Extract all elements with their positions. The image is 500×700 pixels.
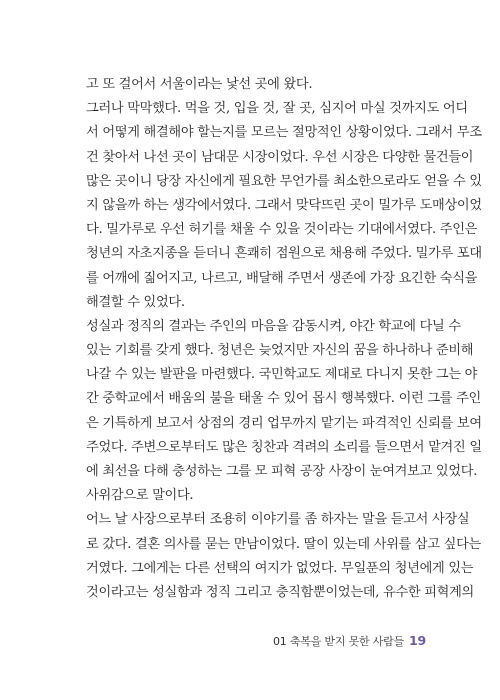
- text-line: 나갈 수 있는 발판을 마련했다. 국민학교도 제대로 다니지 못한 그는 야: [86, 367, 478, 383]
- text-line: 다. 밀가루로 우선 허기를 채울 수 있을 것이라는 기대에서였다. 주인은: [86, 222, 478, 238]
- text-line: 지 않을까 하는 생각에서였다. 그래서 맞닥뜨린 곳이 밀가루 도매상이었: [86, 197, 482, 213]
- text-line: 많은 곳이니 당장 자신에게 필요한 무언가를 최소한으로라도 얻을 수 있: [86, 173, 482, 189]
- page-number: 19: [409, 633, 426, 648]
- text-line: 그러나 막막했다. 먹을 것, 입을 것, 잘 곳, 심지어 마실 것까지도 어디: [86, 101, 468, 117]
- text-line: 어느 날 사장으로부터 조용히 이야기를 좀 하자는 말을 듣고서 사장실: [86, 512, 470, 528]
- text-line: 은 기특하게 보고서 상점의 경리 업무까지 맡기는 파격적인 신뢰를 보여: [86, 415, 482, 431]
- text-line: 간 중학교에서 배움의 불을 태울 수 있어 몹시 행복했다. 이런 그를 주인: [86, 391, 481, 407]
- text-line: 것이라고는 성실함과 정직 그리고 충직함뿐이었는데, 유수한 피혁계의: [86, 584, 474, 600]
- text-line: 청년의 자초지종을 듣더니 흔쾌히 점원으로 채용해 주었다. 밀가루 포대: [86, 246, 482, 262]
- chapter-title: 01 축복을 받지 못한 사람들: [272, 635, 404, 648]
- text-line: 서 어떻게 해결해야 할는지를 모르는 절망적인 상황이었다. 그래서 무조: [86, 125, 482, 141]
- text-line: 건 찾아서 나선 곳이 남대문 시장이었다. 우선 시장은 다양한 물건들이: [86, 149, 474, 165]
- text-line: 있는 기회를 갖게 했다. 청년은 늦었지만 자신의 꿈을 하나하나 준비해: [86, 343, 474, 359]
- text-line: 로 갔다. 결혼 의사를 묻는 만남이었다. 딸이 있는데 사위를 삼고 싶다는: [86, 536, 481, 552]
- text-line: 고 또 걸어서 서울이라는 낯선 곳에 왔다.: [86, 77, 313, 92]
- text-line: 해결할 수 있었다.: [86, 294, 185, 310]
- text-line: 에 최선을 다해 충성하는 그를 모 피혁 공장 사장이 눈여겨보고 있었다.: [86, 464, 478, 479]
- text-line: 거였다. 그에게는 다른 선택의 여지가 없었다. 무일푼의 청년에게 있는: [86, 560, 474, 576]
- text-line: 를 어깨에 짊어지고, 나르고, 배달해 주면서 생존에 가장 요긴한 숙식을: [86, 270, 478, 286]
- body-text: [86, 73, 482, 605]
- text-line: 성실과 정직의 결과는 주인의 마음을 감동시켜, 야간 학교에 다닐 수: [86, 318, 461, 334]
- text-line: 주었다. 주변으로부터도 많은 칭찬과 격려의 소리를 들으면서 맡겨진 일: [86, 439, 482, 455]
- text-line: 사위감으로 말이다.: [86, 488, 194, 504]
- page-footer: [273, 633, 426, 649]
